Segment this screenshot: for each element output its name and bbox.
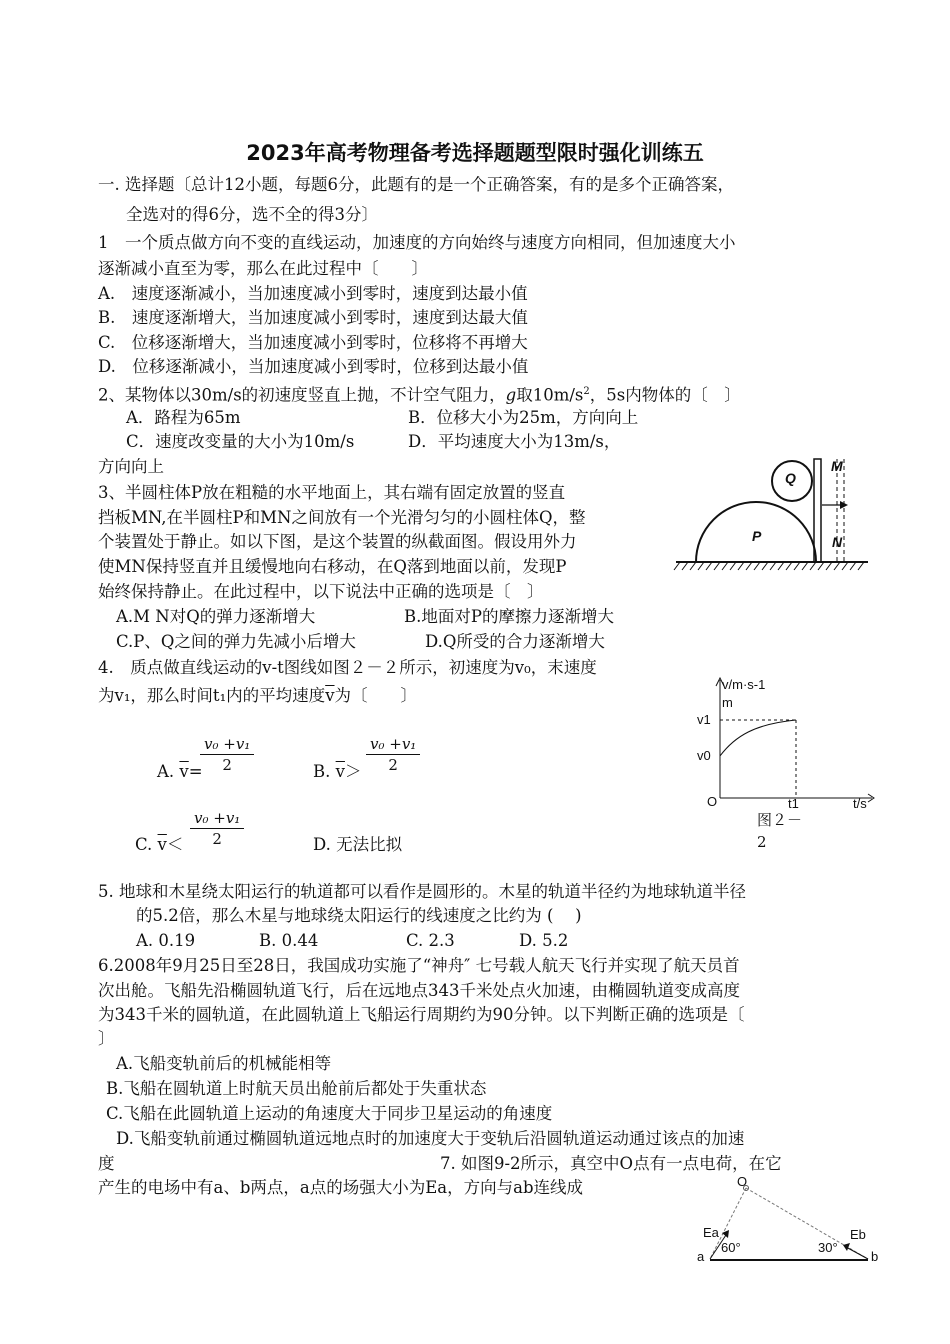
q2-stem-b: 取10m/s [516,385,584,405]
q6-option-d-cont: 度 [98,1154,115,1173]
q4-stem-vbar: $\overline{v}$ [325,686,335,705]
q4-graph-caption: 图２－ [757,811,803,829]
q5-option-b: B. 0.44 [259,931,319,950]
q4-option-b-denominator: 2 [388,756,398,774]
q3-option-d: D.Q所受的合力逐渐增大 [425,632,605,651]
q4-graph-v0: v0 [697,748,711,763]
q2-option-d: D．平均速度大小为13m/s， [408,432,621,451]
q7-figure-label-eb: Eb [850,1227,866,1242]
q3-option-c: C.P、Q之间的弹力先减小后增大 [116,632,356,651]
page-title: 2023年高考物理备考选择题题型限时强化训练五 [246,141,704,165]
q2-stem-sup: 2 [583,386,590,397]
q6-option-d: D.飞船变轨前通过椭圆轨道远地点时的加速度大于变轨后沿圆轨道运动通过该点的加速 [116,1129,745,1148]
q3-stem-line1: 3、半圆柱体P放在粗糙的水平地面上，其右端有固定放置的竖直 [98,483,566,502]
q2-stem-c: ，5s内物体的〔 〕 [589,385,741,405]
q4-option-a-numerator: v₀ +v₁ [200,734,254,755]
q7-figure [700,1175,880,1270]
q4-option-a-eq: = [188,762,203,781]
q4-option-a-fraction [200,734,254,775]
q4-option-b-label: B. [313,762,331,781]
q4-graph-t1: t1 [788,796,799,811]
q4-option-b [313,760,361,784]
q7-stem-line2: 产生的电场中有a、b两点，a点的场强大小为Ea，方向与ab连线成 [98,1178,584,1197]
q7-figure-label-ea: Ea [703,1225,719,1240]
q4-option-c-numerator: v₀ +v₁ [190,808,244,829]
q4-option-c-label: C. [135,835,153,854]
q3-stem-line4: 使MN保持竖直并且缓慢地向右移动，在Q落到地面以前，发现P [98,557,567,576]
q4-graph-xlabel: t/s [853,796,867,811]
q1-option-b: B. 速度逐渐增大，当加速度减小到零时，速度到达最大值 [98,308,528,327]
q5-option-c: C. 2.3 [406,931,455,950]
q4-option-b-numerator: v₀ +v₁ [366,734,420,755]
q1-option-d: D. 位移逐渐减小，当加速度减小到零时，位移到达最小值 [98,357,529,376]
q2-option-c: C．速度改变量的大小为10m/s [126,432,355,451]
q1-option-c: C. 位移逐渐增大，当加速度减小到零时，位移将不再增大 [98,333,528,352]
q4-option-c-lt: ＜ [166,835,184,854]
q6-stem-line1: 6.2008年9月25日至28日，我国成功实施了“神舟″ 七号载人航天飞行并实现了航天员首 [98,956,740,975]
q4-option-c-vbar: $\overline{v}$ [157,835,167,854]
q4-graph-ylabel-cont: m [722,695,733,710]
q3-option-b: B.地面对P的摩擦力逐渐增大 [404,607,614,626]
q4-option-a-label: A. [157,762,175,781]
q6-option-a: A.飞船变轨前后的机械能相等 [116,1054,332,1073]
q6-option-c: C.飞船在此圆轨道上运动的角速度大于同步卫星运动的角速度 [106,1104,553,1123]
q4-option-c [135,833,183,857]
q4-option-c-fraction [190,808,244,849]
q4-stem-line1: 4. 质点做直线运动的v-t图线如图２－２所示，初速度为v₀，末速度 [98,658,597,677]
q4-option-c-denominator: 2 [212,830,222,848]
q1-stem-line1: 1 一个质点做方向不变的直线运动，加速度的方向始终与速度方向相同，但加速度大小 [98,233,736,252]
q6-stem-line2: 次出舱。飞船先沿椭圆轨道飞行，后在远地点343千米处点火加速，由椭圆轨道变成高度 [98,981,740,1000]
q2-stem-g: g [505,385,517,405]
q7-figure-label-a: a [697,1249,705,1264]
q4-option-d: D. 无法比拟 [313,835,403,854]
q4-option-b-gt: ＞ [344,762,362,781]
q4-stem-line2-a: 为v₁，那么时间t₁内的平均速度 [98,686,326,705]
q1-option-a: A. 速度逐渐减小，当加速度减小到零时，速度到达最小值 [98,284,528,303]
q5-stem-line1: 5. 地球和木星绕太阳运行的轨道都可以看作是圆形的。木星的轨道半径约为地球轨道半径 [98,882,746,901]
q4-option-a-vbar: $\overline{v}$ [179,762,189,781]
q3-figure-label-p: P [752,528,762,544]
q7-stem-line1: 7. 如图9-2所示，真空中O点有一点电荷，在它 [440,1154,782,1173]
q4-graph-v1: v1 [697,712,711,727]
q3-figure-label-q: Q [785,470,796,486]
section-instructions-line2: 全选对的得6分，选不全的得3分〕 [126,205,378,224]
q4-graph-caption-cont: 2 [757,833,767,851]
q4-option-a [157,760,203,784]
q5-stem-line2: 的5.2倍，那么木星与地球绕太阳运行的线速度之比约为 ( ) [136,906,582,925]
q5-option-a: A. 0.19 [136,931,196,950]
q4-graph-ylabel: v/m·s-1 [722,677,766,692]
q4-option-a-denominator: 2 [222,756,232,774]
q2-option-b: B．位移大小为25m，方向向上 [408,408,639,427]
q4-option-b-vbar: $\overline{v}$ [335,762,345,781]
q7-figure-angle-b: 30° [818,1240,838,1255]
q6-option-b: B.飞船在圆轨道上时航天员出舱前后都处于失重状态 [106,1079,487,1098]
q2-option-a: A．路程为65m [126,408,241,427]
q4-graph-origin: O [707,794,718,809]
q3-stem-line2: 挡板MN,在半圆柱P和MN之间放有一个光滑匀匀的小圆柱体Q，整 [98,508,586,527]
q4-stem-line2-b: 为〔 〕 [334,686,418,705]
q1-stem-line2: 逐渐减小直至为零，那么在此过程中〔 〕 [98,259,428,278]
section-instructions-line1: 一. 选择题〔总计12小题，每题6分，此题有的是一个正确答案，有的是多个正确答案， [98,175,734,194]
q4-option-b-fraction [366,734,420,775]
q7-figure-label-o: O [737,1174,748,1189]
q7-figure-angle-a: 60° [721,1240,741,1255]
q2-stem-a: 2、某物体以30m/s的初速度竖直上抛，不计空气阻力， [98,385,506,405]
q6-stem-line4: 〕 [98,1029,115,1048]
q3-option-a: A.M N对Q的弹力逐渐增大 [116,607,316,626]
q3-figure-label-n: N [832,534,843,550]
q7-figure-label-b: b [871,1249,879,1264]
q5-option-d: D. 5.2 [519,931,569,950]
q4-stem-line2 [98,684,417,708]
q2-stem [98,380,741,408]
q3-stem-line5: 始终保持静止。在此过程中，以下说法中正确的选项是〔 〕 [98,582,544,601]
q2-option-d-cont: 方向向上 [98,457,164,476]
q6-stem-line3: 为343千米的圆轨道，在此圆轨道上飞船运行周期约为90分钟。以下判断正确的选项是〔 [98,1005,745,1024]
q3-stem-line3: 个装置处于静止。如以下图，是这个装置的纵截面图。假设用外力 [98,532,577,551]
q3-figure-label-m: M [831,458,843,474]
